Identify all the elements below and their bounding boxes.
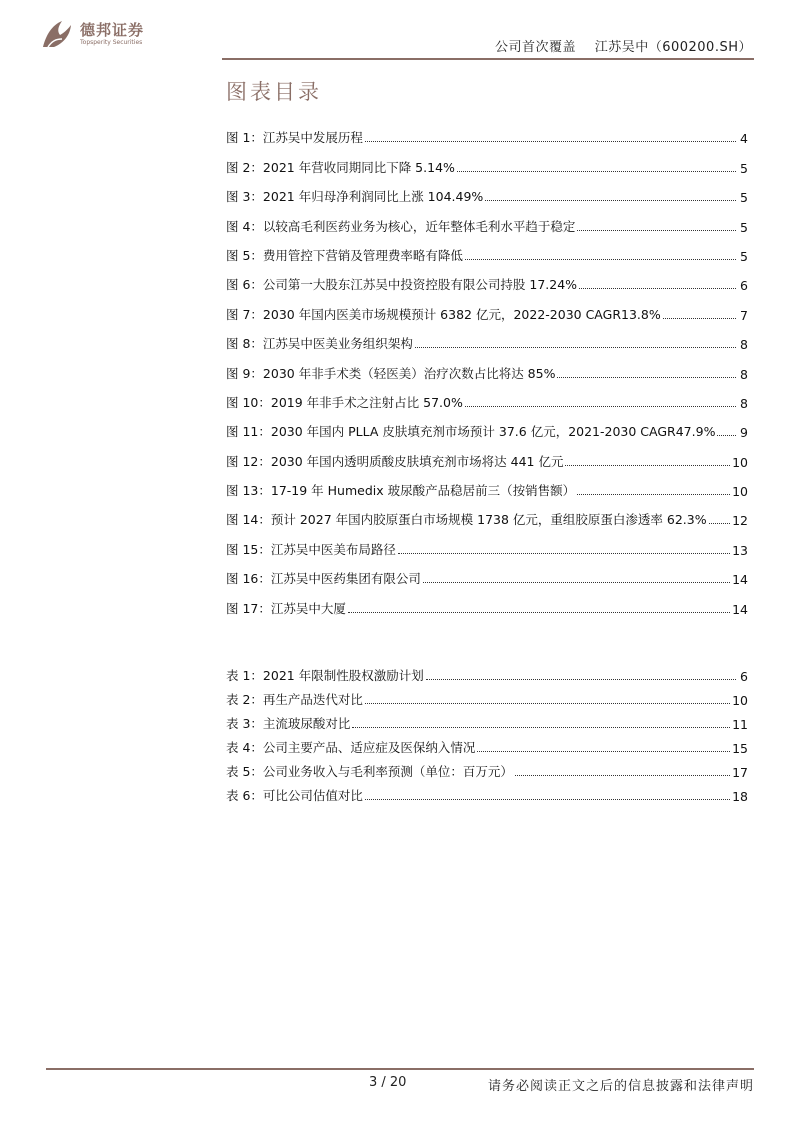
figure-entry-page: 14	[732, 601, 748, 617]
figure-entry-label: 图 8：江苏吴中医美业务组织架构	[226, 336, 413, 352]
figure-entry[interactable]	[226, 499, 748, 528]
figure-entry-label: 图 1：江苏吴中发展历程	[226, 130, 363, 146]
report-info	[495, 36, 752, 55]
figure-entry-label: 图 15：江苏吴中医美布局路径	[226, 541, 396, 557]
dot-leader	[579, 288, 736, 289]
figure-entry[interactable]	[226, 293, 748, 322]
figure-entry-label: 图 16：江苏吴中医药集团有限公司	[226, 571, 421, 587]
dot-leader	[423, 582, 730, 583]
figure-entry[interactable]	[226, 235, 748, 264]
dot-leader	[577, 494, 730, 495]
figure-entry-label: 图 5：费用管控下营销及管理费率略有降低	[226, 247, 463, 263]
figure-entry-page: 5	[740, 190, 748, 206]
dot-leader	[515, 775, 730, 776]
figure-entry[interactable]	[226, 440, 748, 469]
dot-leader	[365, 703, 730, 704]
dot-leader	[465, 259, 736, 260]
figure-entry-label: 图 10：2019 年非手术之注射占比 57.0%	[226, 394, 463, 410]
table-entry-label: 表 3：主流玻尿酸对比	[226, 716, 351, 731]
figure-entry-page: 13	[732, 542, 748, 558]
brand-name-en: Topsperity Securities	[80, 38, 143, 46]
dot-leader	[398, 553, 730, 554]
figure-entry[interactable]	[226, 146, 748, 175]
table-entry[interactable]	[226, 708, 748, 732]
figure-entry[interactable]	[226, 558, 748, 587]
figure-entry[interactable]	[226, 176, 748, 205]
report-type: 公司首次覆盖	[495, 40, 577, 55]
table-entry-page: 17	[732, 765, 748, 780]
table-list	[226, 660, 748, 804]
dot-leader	[465, 406, 736, 407]
dot-leader	[352, 727, 730, 728]
dot-leader	[577, 230, 736, 231]
page-title: 图表目录	[226, 80, 322, 104]
figure-entry-label: 图 11：2030 年国内 PLLA 皮肤填充剂市场预计 37.6 亿元，2021-2030 CAGR47.9%	[226, 424, 716, 440]
page-header	[0, 0, 800, 70]
figure-entry[interactable]	[226, 411, 748, 440]
table-entry-label: 表 2：再生产品迭代对比	[226, 692, 363, 707]
dot-leader	[457, 171, 736, 172]
figure-list	[226, 117, 748, 617]
company-name: 江苏吴中（600200.SH）	[594, 40, 752, 55]
dot-leader	[415, 347, 736, 348]
table-entry-label: 表 5：公司业务收入与毛利率预测（单位：百万元）	[226, 764, 513, 779]
figure-entry-page: 10	[732, 454, 748, 470]
figure-entry-page: 6	[740, 278, 748, 294]
figure-entry-page: 12	[732, 513, 748, 529]
figure-entry[interactable]	[226, 587, 748, 616]
figure-entry-page: 5	[740, 248, 748, 264]
dot-leader	[477, 751, 730, 752]
brand-logo	[40, 14, 190, 54]
figure-entry[interactable]	[226, 117, 748, 146]
table-entry-label: 表 6：可比公司估值对比	[226, 788, 363, 803]
figure-entry[interactable]	[226, 470, 748, 499]
table-entry-page: 15	[732, 741, 748, 756]
figure-entry[interactable]	[226, 264, 748, 293]
figure-entry-label: 图 3：2021 年归母净利润同比上涨 104.49%	[226, 189, 484, 205]
figure-entry-page: 7	[740, 307, 748, 323]
figure-entry-page: 9	[740, 425, 748, 441]
dot-leader	[365, 799, 730, 800]
figure-entry-label: 图 2：2021 年营收同期同比下降 5.14%	[226, 159, 455, 175]
table-entry[interactable]	[226, 660, 748, 684]
table-entry-page: 6	[740, 669, 748, 684]
table-entry[interactable]	[226, 780, 748, 804]
dot-leader	[485, 200, 736, 201]
table-entry-page: 11	[732, 717, 748, 732]
table-entry-page: 18	[732, 789, 748, 804]
dot-leader	[365, 141, 736, 142]
table-entry-label: 表 1：2021 年限制性股权激励计划	[226, 668, 424, 683]
table-entry[interactable]	[226, 684, 748, 708]
dot-leader	[663, 318, 736, 319]
table-entry-label: 表 4：公司主要产品、适应症及医保纳入情况	[226, 740, 476, 755]
dot-leader	[565, 465, 730, 466]
brand-logo-icon	[40, 17, 74, 51]
figure-entry[interactable]	[226, 352, 748, 381]
dot-leader	[348, 612, 730, 613]
figure-entry-label: 图 14：预计 2027 年国内胶原蛋白市场规模 1738 亿元，重组胶原蛋白渗透率 62.3%	[226, 512, 707, 528]
brand-name: 德邦证券	[80, 20, 145, 39]
figure-entry-page: 10	[732, 484, 748, 500]
figure-entry-page: 8	[740, 395, 748, 411]
table-entry-page: 10	[732, 693, 748, 708]
figure-entry-page: 5	[740, 219, 748, 235]
figure-entry-page: 8	[740, 366, 748, 382]
figure-entry[interactable]	[226, 205, 748, 234]
figure-entry[interactable]	[226, 323, 748, 352]
figure-entry[interactable]	[226, 382, 748, 411]
footer-disclaimer: 请务必阅读正文之后的信息披露和法律声明	[487, 1079, 754, 1094]
figure-entry-label: 图 13：17-19 年 Humedix 玻尿酸产品稳居前三（按销售额）	[226, 483, 576, 499]
page-number: 3 / 20	[369, 1075, 407, 1090]
figure-entry-label: 图 6：公司第一大股东江苏吴中投资控股有限公司持股 17.24%	[226, 277, 578, 293]
figure-entry-page: 4	[740, 131, 748, 147]
table-entry[interactable]	[226, 732, 748, 756]
header-divider	[222, 58, 754, 60]
figure-entry-label: 图 9：2030 年非手术类（轻医美）治疗次数占比将达 85%	[226, 365, 556, 381]
dot-leader	[717, 435, 736, 436]
figure-entry-page: 14	[732, 572, 748, 588]
dot-leader	[709, 523, 731, 524]
dot-leader	[557, 377, 736, 378]
figure-entry-label: 图 7：2030 年国内医美市场规模预计 6382 亿元，2022-2030 CAGR13.8%	[226, 306, 661, 322]
figure-entry-label: 图 4：以较高毛利医药业务为核心，近年整体毛利水平趋于稳定	[226, 218, 576, 234]
figure-entry-page: 8	[740, 337, 748, 353]
figure-entry[interactable]	[226, 528, 748, 557]
footer-divider	[46, 1068, 754, 1070]
table-entry[interactable]	[226, 756, 748, 780]
dot-leader	[426, 679, 736, 680]
figure-entry-page: 5	[740, 160, 748, 176]
figure-entry-label: 图 17：江苏吴中大厦	[226, 600, 346, 616]
figure-entry-label: 图 12：2030 年国内透明质酸皮肤填充剂市场将达 441 亿元	[226, 453, 564, 469]
